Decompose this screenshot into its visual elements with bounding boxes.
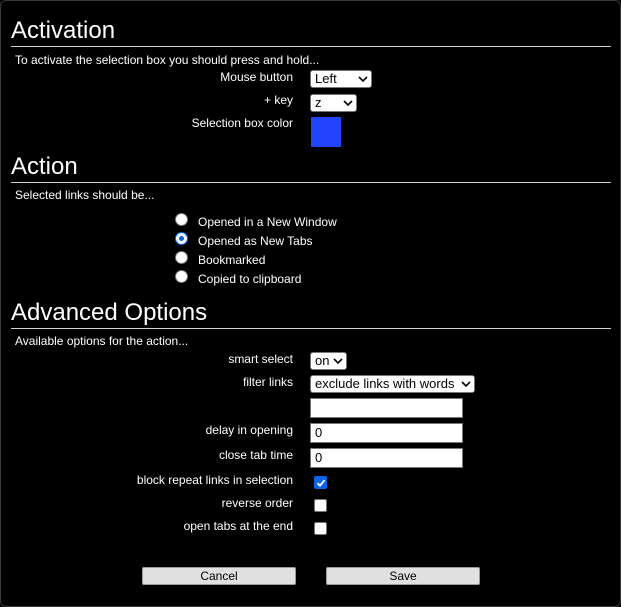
chevron-down-icon [461,380,471,388]
radio-clipboard[interactable] [175,270,188,283]
radio-new-tabs[interactable] [175,232,188,245]
tabs-at-end-checkbox[interactable] [314,522,327,535]
reverse-order-checkbox[interactable] [314,499,327,512]
close-tab-label: close tab time [218,448,293,462]
delay-input[interactable]: 0 [310,423,463,443]
selection-color-label: Selection box color [191,116,293,130]
radio-clipboard-label: Copied to clipboard [198,272,302,286]
cancel-button[interactable]: Cancel [142,567,296,585]
block-repeat-label: block repeat links in selection [136,473,293,487]
action-divider [11,182,611,183]
filter-links-value: exclude links with words [315,376,455,391]
smart-select-dropdown[interactable] [310,352,347,370]
advanced-heading: Advanced Options [11,299,208,326]
radio-new-tabs-label: Opened as New Tabs [198,234,313,248]
activation-description: To activate the selection box you should press and hold... [15,53,320,67]
action-heading: Action [11,153,78,180]
chevron-down-icon [343,99,353,107]
filter-words-input[interactable] [310,398,463,418]
chevron-down-icon [333,357,343,365]
smart-select-label: smart select [228,352,293,366]
key-select[interactable] [310,94,357,112]
key-label: + key [263,93,293,107]
smart-select-value: on [315,353,330,368]
activation-heading: Activation [11,17,116,44]
advanced-description: Available options for the action... [15,334,189,348]
mouse-button-select[interactable] [310,70,372,88]
key-value: z [315,95,322,110]
block-repeat-checkbox[interactable] [314,476,327,489]
filter-links-label: filter links [242,375,293,389]
radio-bookmarked[interactable] [175,251,188,264]
reverse-order-label: reverse order [221,496,293,510]
delay-label: delay in opening [205,423,293,437]
activation-divider [11,46,611,47]
radio-new-window[interactable] [175,213,188,226]
radio-new-window-label: Opened in a New Window [198,215,337,229]
advanced-divider [11,328,611,329]
mouse-button-label: Mouse button [220,70,293,84]
selection-color-swatch[interactable] [311,117,341,147]
checkmark-icon [316,478,326,488]
tabs-at-end-label: open tabs at the end [183,519,293,533]
mouse-button-value: Left [315,71,337,86]
chevron-down-icon [358,75,368,83]
action-description: Selected links should be... [15,188,155,202]
close-tab-input[interactable]: 0 [310,448,463,468]
radio-bookmarked-label: Bookmarked [198,253,266,267]
filter-links-select[interactable] [310,375,475,393]
save-button[interactable]: Save [326,567,480,585]
